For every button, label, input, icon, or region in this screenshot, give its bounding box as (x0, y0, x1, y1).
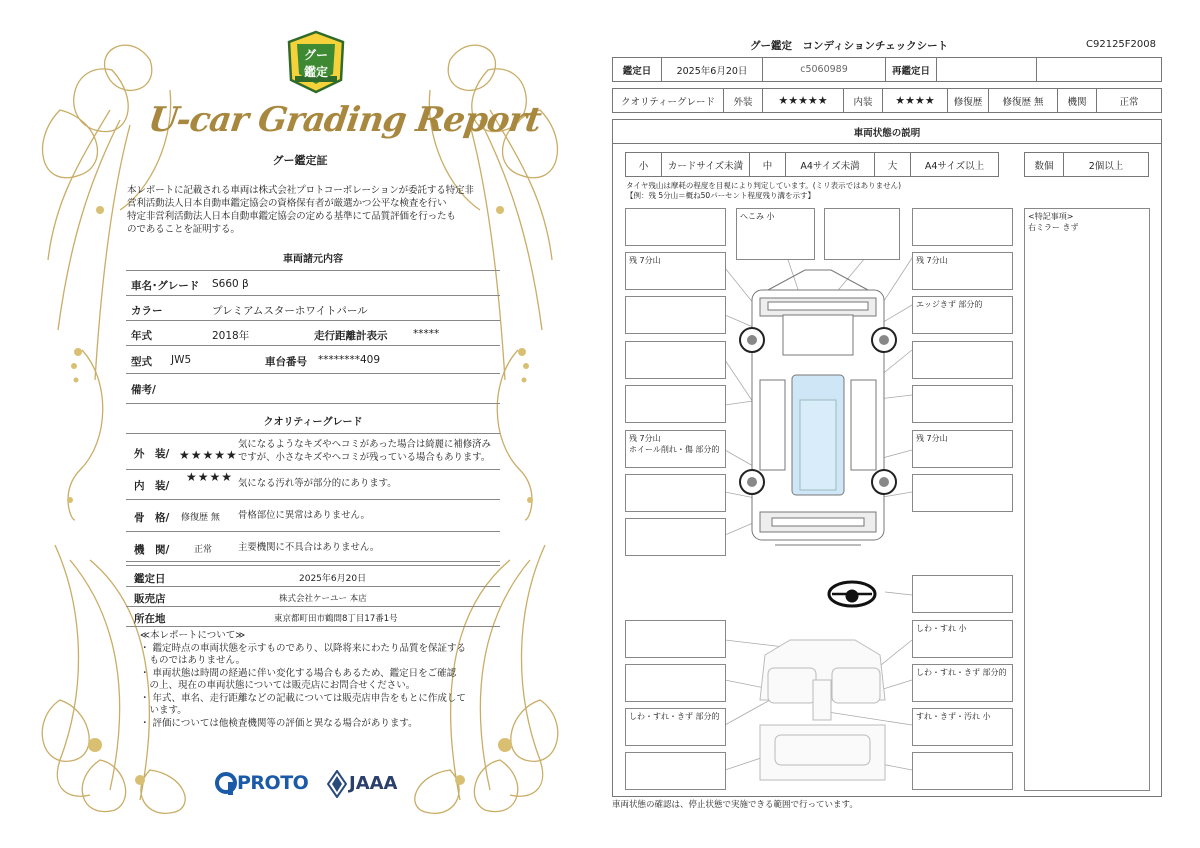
report-script-title: U-car Grading Report (145, 100, 544, 140)
ext-stars: ★★★★★ (762, 88, 844, 113)
certificate-line: のであることを証明する。 (127, 224, 240, 235)
tire-fr-note: 残 7分山 (916, 256, 948, 265)
edge-note: エッジきず 部分的 (916, 300, 983, 309)
dent-note: へこみ 小 (740, 212, 775, 221)
tire-note: 【例：残 5分山＝概ね50パーセント程度残り溝を示す】 (626, 191, 816, 200)
condition-box (625, 252, 726, 290)
color-value: プレミアムスターホワイトパール (212, 305, 368, 317)
color-label: カラー (131, 305, 163, 317)
model-label: 型式 (131, 356, 152, 368)
legend-small: 小 (625, 152, 662, 177)
engine-value: 正常 (194, 545, 213, 555)
legend-count: 数個 (1024, 152, 1064, 177)
about-report (140, 630, 500, 730)
condition-box (912, 620, 1013, 658)
certificate-line: 営利活動法人日本自動車鑑定協会の資格保有者が厳選かつ公平な検査を行い (127, 198, 447, 209)
condition-box (912, 575, 1013, 613)
certificate-line: 本レポートに記載される車両は株式会社プロトコーポレーションが委託する特定非 (127, 185, 474, 196)
jaaa-logo-icon (327, 770, 347, 798)
chassis-value: ********409 (318, 354, 381, 366)
quality-row-engine (126, 532, 500, 562)
address-value: 東京都町田市鶴間8丁目17番1号 (274, 614, 398, 624)
legend-large-desc: A4サイズ以上 (910, 152, 999, 177)
condition-box (912, 708, 1013, 746)
id-value: c5060989 (762, 57, 886, 82)
condition-box (912, 208, 1013, 246)
name-label: 車名･グレード (131, 280, 200, 292)
about-item: ・ 車両状態は時間の経過に伴い変化する場合もあるため、鑑定日をご確認 (140, 667, 457, 679)
condition-check-sheet (600, 0, 1200, 848)
address-row (126, 607, 500, 627)
badge-label: グー鑑定 (303, 48, 328, 79)
certificate-body (127, 184, 497, 236)
engine-note: 主要機関に不具合はありません。 (238, 542, 380, 553)
interior-note: 気になる汚れ等が部分的にあります。 (238, 478, 397, 489)
engine-value: 正常 (1096, 88, 1162, 113)
interior-note-1: しわ・すれ 小 (916, 624, 967, 633)
quality-row-exterior (126, 434, 500, 470)
condition-box (625, 518, 726, 556)
spec-row-year (126, 321, 500, 346)
about-item: ・ 評価については他検査機関等の評価と異なる場合があります。 (140, 717, 418, 729)
spec-header: 車両諸元内容 (283, 254, 343, 265)
interior-note-2: しわ・すれ・きず 部分的 (629, 712, 720, 721)
condition-box (736, 208, 815, 260)
mileage-value: ***** (413, 328, 440, 340)
certificate-line: 特定非営利活動法人日本自動車鑑定協会の定める基準にて品質評価を行ったも (127, 211, 456, 222)
condition-box (625, 752, 726, 790)
legend-large: 大 (874, 152, 911, 177)
special-notes-title: <特記事項> (1028, 212, 1074, 221)
frame-value: 修復歴 無 (181, 513, 220, 523)
jaaa-logo-text: JAAA (349, 773, 398, 794)
mileage-label: 走行距離計表示 (314, 330, 388, 342)
special-notes (1024, 208, 1150, 791)
condition-box (625, 385, 726, 423)
year-label: 年式 (131, 330, 152, 342)
frame-label: 骨 格/ (134, 512, 170, 524)
about-item: の上、現在の車両状態については販売店にお問合せください。 (140, 680, 416, 691)
tire-note: タイヤ残山は摩耗の程度を目視により判定しています。(ミリ表示ではありません) (626, 181, 902, 190)
address-label: 所在地 (134, 613, 166, 625)
about-item: います。 (140, 705, 187, 716)
condition-box (625, 474, 726, 512)
reappraisal-label: 再鑑定日 (885, 57, 937, 82)
shop-value: 株式会社ケーユー 本店 (279, 594, 367, 604)
condition-box (625, 664, 726, 702)
exterior-stars: ★★★★★ (179, 448, 238, 462)
tire-rr-note: 残 7分山 (916, 434, 948, 443)
date-label: 鑑定日 (612, 57, 662, 82)
sheet-code: C92125F2008 (1086, 39, 1156, 50)
tire-fl-note: 残 7分山 (629, 256, 661, 265)
condition-box (625, 296, 726, 334)
int-label: 内装 (843, 88, 883, 113)
model-value: JW5 (171, 354, 192, 366)
name-value: S660 β (212, 278, 249, 290)
about-item: ・ 年式、車名、走行距離などの記載については販売店申告をもとに作成して (140, 692, 466, 704)
legend-title: 車両状態の説明 (612, 119, 1162, 144)
condition-box (912, 252, 1013, 290)
condition-box (625, 708, 726, 746)
shop-label: 販売店 (134, 593, 166, 605)
exterior-note: ですが、小さなキズやヘコミが残っている場合もあります。 (238, 452, 491, 463)
spec-row-color (126, 296, 500, 321)
appraisal-date-row (126, 565, 500, 587)
about-title: ≪本レポートについて≫ (140, 630, 246, 641)
engine-label: 機関 (1057, 88, 1097, 113)
legend-count-desc: 2個以上 (1063, 152, 1149, 177)
repair-value: 修復歴 無 (988, 88, 1058, 113)
condition-box (625, 430, 726, 468)
goo-appraisal-badge-icon (287, 30, 345, 94)
spec-row-remarks (126, 374, 500, 404)
logos (215, 770, 415, 798)
repair-label: 修復歴 (947, 88, 989, 113)
interior-note-4: すれ・きず・汚れ 小 (916, 712, 991, 721)
condition-box (912, 430, 1013, 468)
condition-box (912, 474, 1013, 512)
proto-logo-text: PROTO (237, 772, 309, 794)
condition-box (912, 296, 1013, 334)
int-stars: ★★★★ (882, 88, 948, 113)
exterior-label: 外 装/ (134, 448, 170, 460)
condition-box (625, 620, 726, 658)
interior-label: 内 装/ (134, 480, 170, 492)
proto-logo-icon (215, 772, 237, 796)
interior-note-3: しわ・すれ・きず 部分的 (916, 668, 1007, 677)
spec-row-model (126, 346, 500, 374)
year-value: 2018年 (212, 330, 250, 342)
date-value: 2025年6月20日 (661, 57, 763, 82)
engine-label: 機 関/ (134, 544, 170, 556)
sheet-footer: 車両状態の確認は、停止状態で実施できる範囲で行っています。 (612, 800, 858, 810)
spec-row-name (126, 271, 500, 296)
chassis-label: 車台番号 (265, 356, 307, 368)
condition-box (912, 341, 1013, 379)
quality-row-interior (126, 470, 500, 500)
tire-rl-note: 残 7分山 (629, 434, 661, 443)
interior-stars: ★★★★ (186, 470, 234, 484)
special-notes-item: 右ミラー きず (1028, 223, 1079, 232)
remarks-label: 備考/ (131, 384, 156, 396)
exterior-note: 気になるようなキズやヘコミがあった場合は綺麗に補修済み (238, 439, 491, 450)
about-item: ものではありません。 (140, 655, 246, 666)
condition-box (824, 208, 900, 260)
legend-mid-desc: A4サイズ未満 (785, 152, 875, 177)
ext-label: 外装 (723, 88, 763, 113)
condition-box (625, 341, 726, 379)
legend-small-desc: カードサイズ未満 (661, 152, 750, 177)
sheet-title: グー鑑定 コンディションチェックシート (750, 40, 949, 52)
appraisal-date-value: 2025年6月20日 (299, 574, 367, 584)
frame-note: 骨格部位に異常はありません。 (238, 510, 370, 521)
condition-box (625, 208, 726, 246)
appraisal-date-label: 鑑定日 (134, 573, 166, 585)
certificate-title: グー鑑定証 (272, 154, 328, 167)
wheel-note: ホイール削れ・傷 部分的 (629, 445, 720, 454)
quality-label: クオリティーグレード (612, 88, 724, 113)
shop-row (126, 587, 500, 607)
about-item: ・ 鑑定時点の車両状態を示すものであり、以降将来にわたり品質を保証する (140, 642, 467, 654)
condition-box (912, 752, 1013, 790)
quality-row-frame (126, 500, 500, 532)
condition-box (912, 664, 1013, 702)
condition-box (912, 385, 1013, 423)
quality-header: クオリティーグレード (263, 417, 363, 428)
legend-mid: 中 (749, 152, 786, 177)
